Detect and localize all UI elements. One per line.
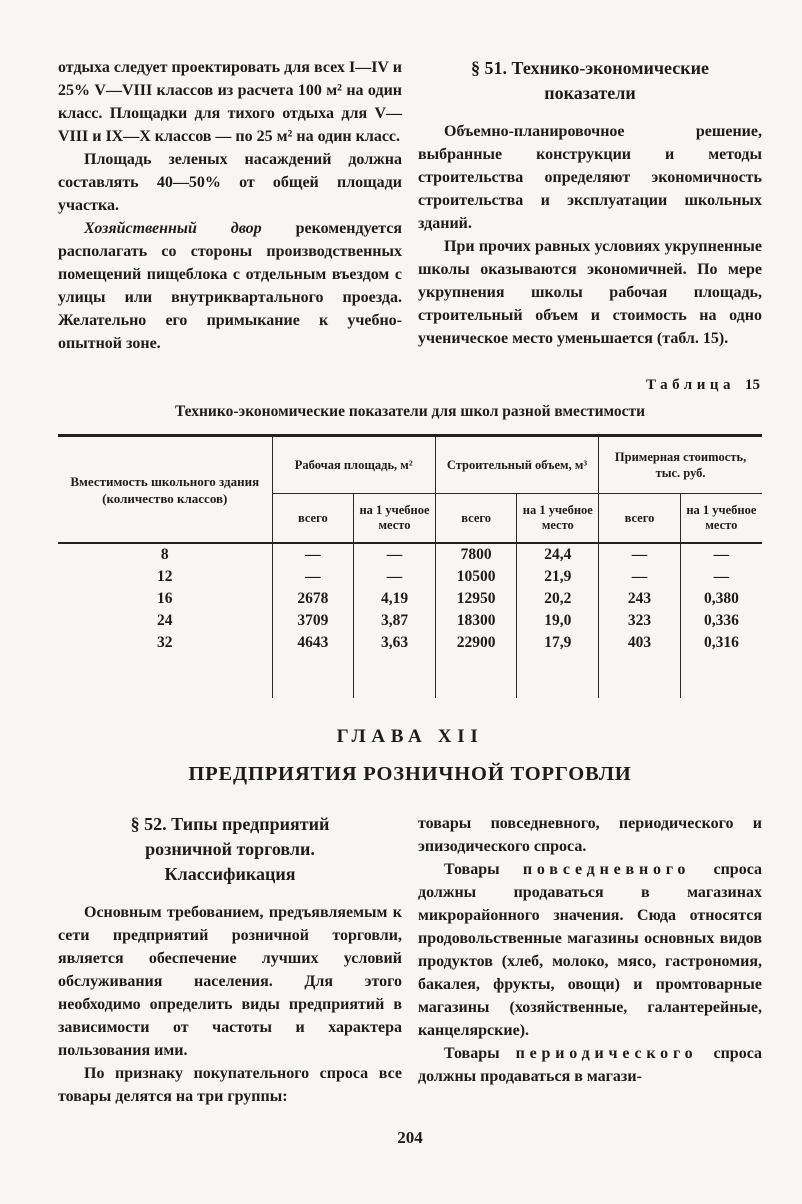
paragraph-text: Товары [444,861,523,878]
table-label [58,377,762,394]
table-subheader-total: всего [435,494,517,544]
section-51-heading-line1: § 51. Технико-экономические [471,58,709,78]
paragraph: отдыха следует проектировать для всех I—IV и 25% V—VIII классов из расчета 100 м² на один класс. Площадки для тихого отдыха для V—VIII и IX—X классов — по 25 м² на один класс. [58,59,402,145]
paragraph-text: Товары [444,1045,516,1062]
table-subheader-per-seat: на 1 учебное место [517,494,599,544]
table-label-number: 15 [745,377,760,393]
bottom-columns [58,812,762,1108]
table-group-working-area: Рабочая площадь, м² [272,436,435,494]
table-group-approx-cost: Примерная стоиmость, тыс. руб. [599,436,762,494]
paragraph-text: спроса должны продаваться в магазинах микрорайонного значения. Сюда относятся продовольственные магазины основных видов продуктов (хлеб, молоко, мясо, гастрономия, бакалея, фрукты, овощи) и промтоварные магазины (хозяйственные, галантерейные, канцелярские). [418,861,762,1039]
bottom-left-column [58,812,402,1108]
paragraph: Площадь зеленых насаждений должна составлять 40—50% от общей площади участка. [58,151,402,214]
paragraph [418,1042,762,1088]
section-52-heading [58,812,402,887]
table-group-building-volume: Строительный объем, м³ [435,436,598,494]
section-52-heading-line1: § 52. Типы предприятий [130,814,330,834]
table-row: 12 — — 10500 21,9 — — [58,566,762,588]
table-spacer-row [58,654,762,698]
table-title: Технико-экономические показатели для школ разной вместимости [174,403,646,420]
paragraph-text: рекомендуется располагать со стороны производственных помещений пищеблока с отдельным въездом с улицы или внутриквартального проезда. Желательно его примыкание к учебно-опытной зоне. [58,220,403,352]
table-subheader-per-seat: на 1 учебное место [680,494,762,544]
table-row: 32 4643 3,63 22900 17,9 403 0,316 [58,632,762,654]
table-subheader-total: всего [272,494,354,544]
table-subheader-total: всего [599,494,681,544]
paragraph: товары повседневного, периодического и эпизодического спроса. [418,815,762,855]
paragraph-text: спроса должны продаваться в магази- [418,1045,762,1085]
table-row: 8 — — 7800 24,4 — — [58,543,762,566]
section-51-heading [418,56,762,106]
top-left-column [58,56,402,355]
table-col1-header: Вместимость школьного здания (количество классов) [58,436,272,544]
table-row: 24 3709 3,87 18300 19,0 323 0,336 [58,610,762,632]
table-label-word: Таблица [646,377,735,393]
paragraph: По признаку покупательного спроса все товары делятся на три группы: [58,1065,402,1105]
section-52-heading-line3: Классификация [164,864,296,884]
section-52-heading-line2: розничной торговли. [145,839,315,859]
chapter-title: ПРЕДПРИЯТИЯ РОЗНИЧНОЙ ТОРГОВЛИ [188,763,632,785]
paragraph: Объемно-планировочное решение, выбранные конструкции и методы строительства определяют экономичность строительства и эксплуатации школьных зданий. [418,123,762,232]
letterspaced-word: периодического [515,1045,698,1062]
italic-lead: Хозяйственный двор [84,220,262,237]
chapter-number: ГЛАВА XII [336,726,484,747]
top-columns [58,56,762,355]
stats-table [58,434,762,698]
section-51-heading-line2: показатели [544,83,636,103]
letterspaced-word: повседневного [522,861,691,878]
paragraph [58,217,402,355]
table-row: 16 2678 4,19 12950 20,2 243 0,380 [58,588,762,610]
bottom-right-column [418,812,762,1108]
paragraph: Основным требованием, предъявляемым к сети предприятий розничной торговли, является обеспечение лучших условий обслуживания населения. Для этого необходимо определить виды предприятий в зависимости от частоты и характера пользования ими. [58,904,402,1059]
page-number: 204 [397,1128,423,1147]
paragraph: При прочих равных условиях укрупненные школы оказываются экономичней. По мере укрупнения школы рабочая площадь, строительный объем и стоимость на одно ученическое место уменьшается (табл. 15). [418,238,762,347]
table-subheader-per-seat: на 1 учебное место [354,494,436,544]
top-right-column [418,56,762,355]
paragraph [418,858,762,1042]
